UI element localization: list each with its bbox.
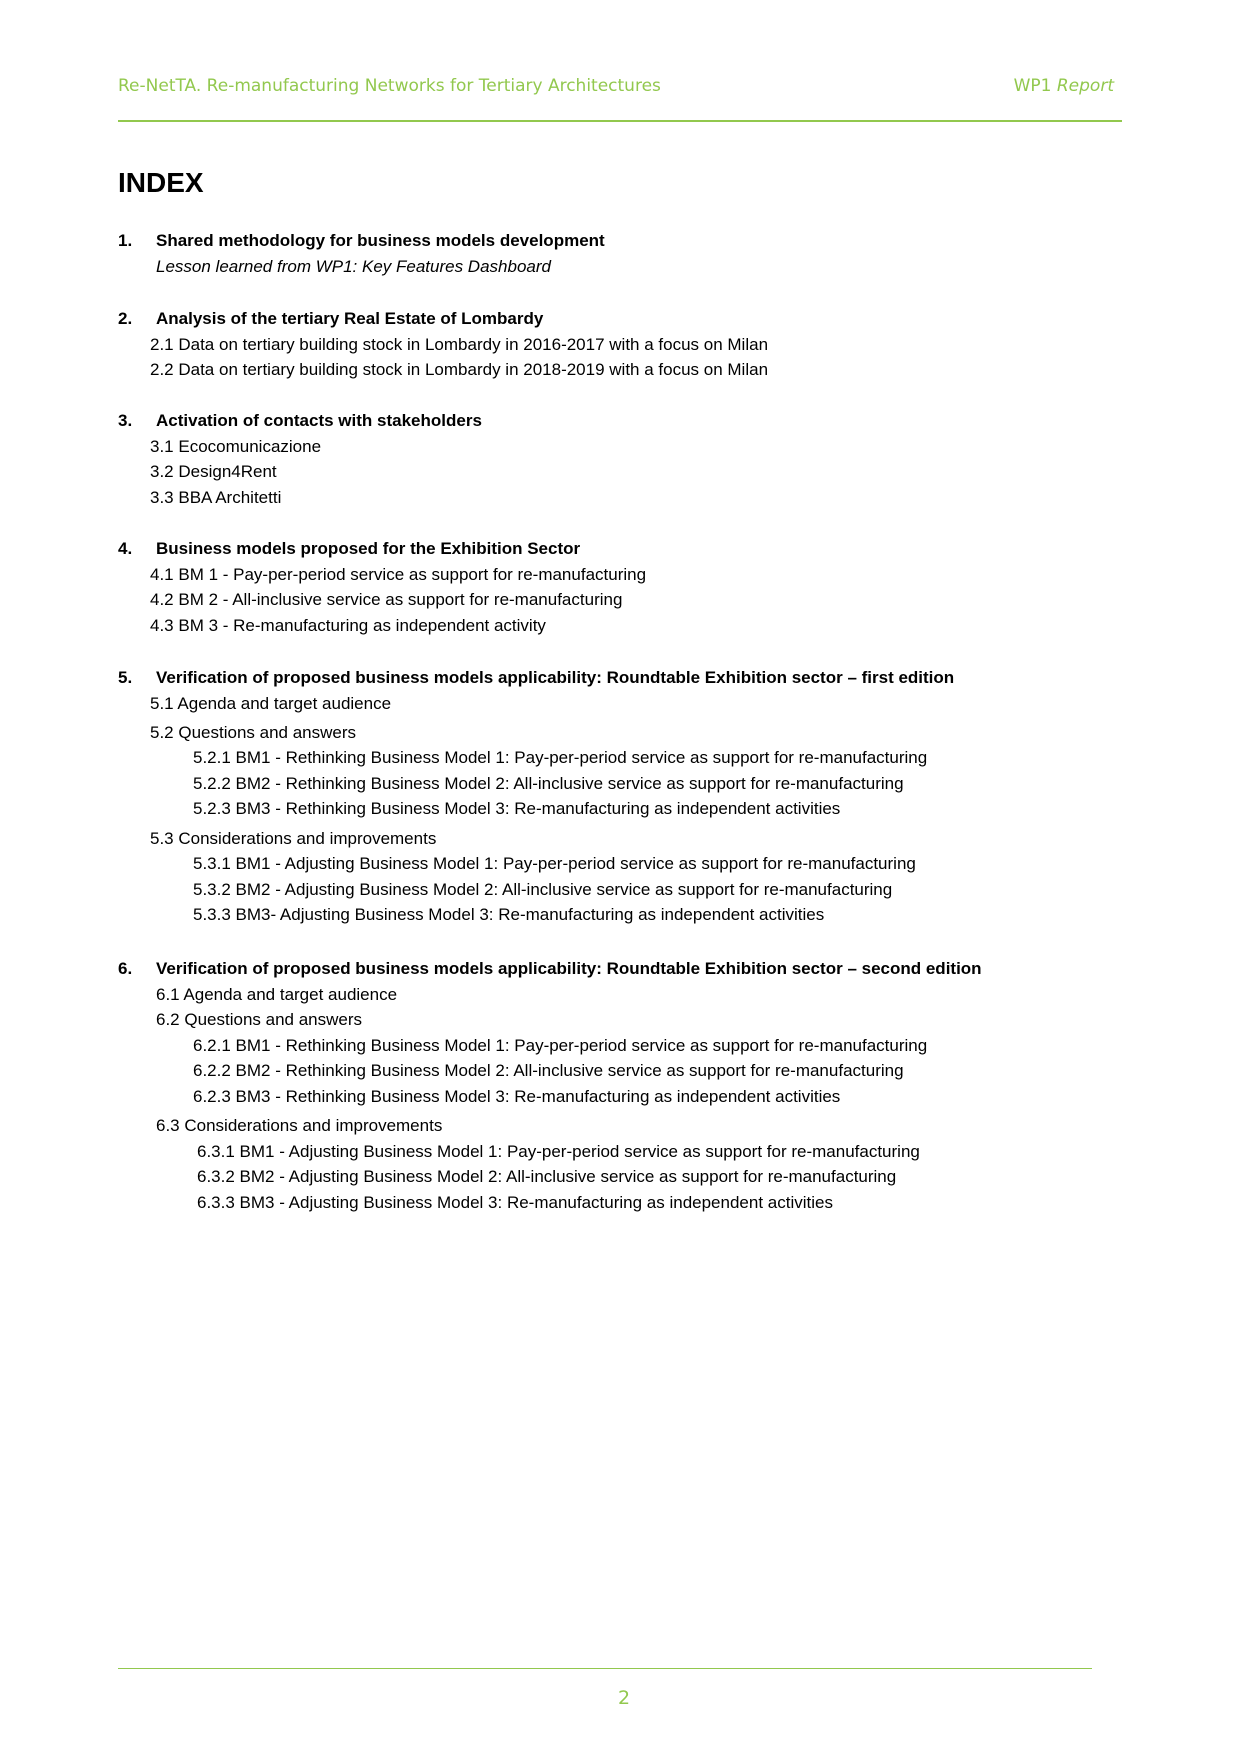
- footer-rule: [118, 1668, 1092, 1669]
- index-section-5: [118, 665, 1178, 928]
- section-subtitle: Lesson learned from WP1: Key Features Dashboard: [156, 256, 551, 276]
- page-number: 2: [617, 1687, 631, 1709]
- index-section-2: [118, 306, 1178, 383]
- index-entry: [118, 956, 1178, 982]
- section-number: 6.: [118, 959, 133, 978]
- subsubsection-entry: 5.2.1 BM1 - Rethinking Business Model 1: Pay-per-period service as support for re-manufacturing: [193, 748, 928, 768]
- section-number: 1.: [118, 231, 133, 250]
- subsection-entry: 4.2 BM 2 - All-inclusive service as support for re-manufacturing: [150, 590, 623, 610]
- subsubsection-entry: 6.2.1 BM1 - Rethinking Business Model 1: Pay-per-period service as support for re-manufacturing: [193, 1035, 928, 1055]
- header-rule: [118, 120, 1122, 122]
- header-report: Report: [1056, 76, 1114, 96]
- section-title: Analysis of the tertiary Real Estate of Lombardy: [156, 309, 544, 328]
- subsubsection-entry: 6.2.3 BM3 - Rethinking Business Model 3: Re-manufacturing as independent activities: [193, 1086, 841, 1106]
- index-section-3: [118, 408, 1178, 510]
- index-entry: [118, 536, 1178, 562]
- subsubsection-entry: 6.3.1 BM1 - Adjusting Business Model 1: Pay-per-period service as support for re-manufacturing: [197, 1141, 920, 1161]
- section-title: Business models proposed for the Exhibition Sector: [156, 539, 581, 558]
- subsubsection-entry: 6.2.2 BM2 - Rethinking Business Model 2: All-inclusive service as support for re-manufacturing: [193, 1061, 904, 1081]
- subsection-entry: 6.3 Considerations and improvements: [156, 1116, 443, 1136]
- subsection-entry: 3.1 Ecocomunicazione: [150, 436, 322, 456]
- index-entry: [118, 408, 1178, 434]
- subsection-entry: 6.1 Agenda and target audience: [156, 984, 398, 1004]
- subsubsection-entry: 6.3.3 BM3 - Adjusting Business Model 3: Re-manufacturing as independent activities: [197, 1192, 833, 1212]
- section-title: Shared methodology for business models development: [156, 231, 605, 250]
- index-section-4: [118, 536, 1178, 638]
- header-wp: WP1: [1013, 76, 1052, 96]
- subsubsection-entry: 5.2.2 BM2 - Rethinking Business Model 2: All-inclusive service as support for re-manufacturing: [193, 773, 904, 793]
- section-number: 3.: [118, 411, 133, 430]
- subsection-entry: 2.1 Data on tertiary building stock in Lombardy in 2016-2017 with a focus on Milan: [150, 334, 769, 354]
- header-project-title: Re-NetTA. Re-manufacturing Networks for Tertiary Architectures: [118, 76, 661, 96]
- section-number: 5.: [118, 668, 133, 687]
- subsection-entry: 3.2 Design4Rent: [150, 462, 277, 482]
- index-entry: [118, 665, 1178, 691]
- index-heading: INDEX: [118, 167, 204, 198]
- subsubsection-entry: 5.3.2 BM2 - Adjusting Business Model 2: All-inclusive service as support for re-manufacturing: [193, 879, 893, 899]
- subsubsection-entry: 5.2.3 BM3 - Rethinking Business Model 3: Re-manufacturing as independent activities: [193, 799, 841, 819]
- index-section-6: [118, 956, 1178, 1215]
- subsubsection-entry: 5.3.3 BM3- Adjusting Business Model 3: Re-manufacturing as independent activities: [193, 905, 825, 925]
- subsection-entry: 5.3 Considerations and improvements: [150, 828, 437, 848]
- index-entry: [118, 306, 1178, 332]
- section-number: 2.: [118, 309, 133, 328]
- subsection-entry: 5.1 Agenda and target audience: [150, 693, 392, 713]
- section-number: 4.: [118, 539, 133, 558]
- header-report-label: [1014, 74, 1114, 98]
- subsection-entry: 4.3 BM 3 - Re-manufacturing as independent activity: [150, 615, 546, 635]
- subsection-entry: 2.2 Data on tertiary building stock in Lombardy in 2018-2019 with a focus on Milan: [150, 360, 769, 380]
- subsection-entry: 5.2 Questions and answers: [150, 722, 357, 742]
- subsection-entry: 3.3 BBA Architetti: [150, 487, 282, 507]
- index-section-1: [118, 228, 1178, 279]
- section-title: Activation of contacts with stakeholders: [156, 411, 482, 430]
- subsubsection-entry: 6.3.2 BM2 - Adjusting Business Model 2: All-inclusive service as support for re-manufacturing: [197, 1167, 897, 1187]
- subsubsection-entry: 5.3.1 BM1 - Adjusting Business Model 1: Pay-per-period service as support for re-manufacturing: [193, 854, 916, 874]
- section-title: Verification of proposed business models applicability: Roundtable Exhibition sector – second edition: [156, 959, 982, 978]
- subsection-entry: 4.1 BM 1 - Pay-per-period service as support for re-manufacturing: [150, 564, 647, 584]
- subsection-entry: 6.2 Questions and answers: [156, 1010, 363, 1030]
- section-title: Verification of proposed business models applicability: Roundtable Exhibition sector – first edition: [156, 668, 955, 687]
- index-entry: [118, 228, 1178, 254]
